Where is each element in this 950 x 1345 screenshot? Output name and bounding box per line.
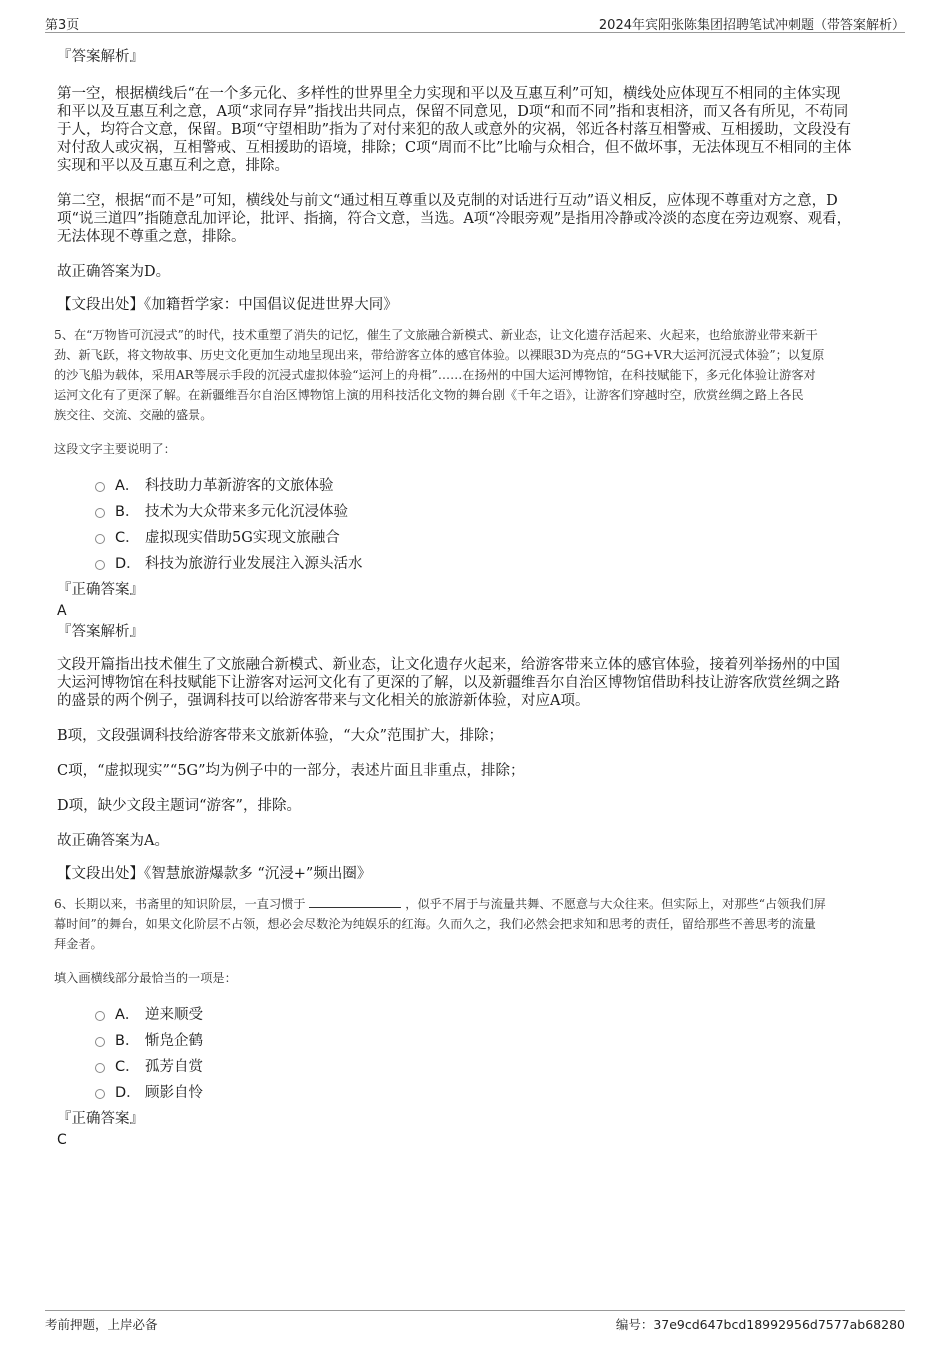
q5-option-b-note: B项，文段强调科技给游客带来文旅新体验，“大众”范围扩大，排除； — [57, 728, 503, 744]
text-line: 第一空，根据横线后“在一个多元化、多样性的世界里全力实现和平以及互惠互利”可知，横线处应体现互不相同的主体实现 — [57, 86, 841, 102]
q5-analysis-label: 『答案解析』 — [57, 624, 144, 640]
text-line: 拜金者。 — [54, 937, 103, 951]
page-content — [54, 40, 893, 1149]
q5-option-b[interactable] — [95, 497, 893, 523]
radio-button-icon[interactable] — [95, 1011, 105, 1021]
q6-answer: C — [57, 1132, 67, 1148]
option-letter: C． — [115, 1058, 140, 1075]
page-header — [45, 12, 905, 33]
q5-source: 【文段出处】《智慧旅游爆款多 “沉浸+”频出圈》 — [57, 866, 372, 882]
text-line: 项“说三道四”指随意乱加评论，批评、指摘，符合文意，当选。A项“冷眼旁观”是指用冷静或冷淡的态度在旁边观察、观看， — [57, 211, 852, 227]
q5-stem — [54, 325, 893, 425]
q5-answer: A — [57, 603, 67, 619]
q6-option-b[interactable] — [95, 1026, 893, 1052]
text-line: 劲、新飞跃，将文物故事、历史文化更加生动地呈现出来，带给游客立体的感官体验。以裸眼3D为亮点的“5G+VR大运河沉浸式体验”；以复原 — [54, 348, 825, 362]
document-title: 2024年宾阳张陈集团招聘笔试冲刺题（带答案解析） — [598, 18, 905, 33]
option-text: 孤芳自赏 — [145, 1058, 203, 1075]
option-text: 技术为大众带来多元化沉浸体验 — [145, 503, 348, 520]
option-letter: C． — [115, 529, 140, 546]
q6-option-a[interactable] — [95, 1000, 893, 1026]
q4-conclusion: 故正确答案为D。 — [57, 264, 171, 280]
document-id: 编号：37e9cd647bcd18992956d7577ab68280 — [615, 1317, 905, 1332]
option-text: 顾影自怜 — [145, 1084, 203, 1101]
page-number: 第3页 — [45, 18, 80, 33]
q6-answer-label: 『正确答案』 — [57, 1111, 144, 1127]
fill-in-blank — [309, 895, 401, 908]
q5-options — [57, 471, 893, 575]
q6-stem — [54, 894, 893, 954]
radio-button-icon[interactable] — [95, 1089, 105, 1099]
q6-options — [57, 1000, 893, 1104]
text-line: 的沙飞船为载体，采用AR等展示手段的沉浸式虚拟体验“运河上的舟楫”……在扬州的中国大运河博物馆，在科技赋能下，多元化体验让游客对 — [54, 368, 816, 382]
option-letter: A． — [115, 477, 140, 494]
q5-option-d-note: D项，缺少文段主题词“游客”，排除。 — [57, 798, 301, 814]
text-line: 族交往、交流、交融的盛景。 — [54, 408, 213, 422]
option-letter: A． — [115, 1006, 140, 1023]
q5-option-d[interactable] — [95, 549, 893, 575]
q5-prompt: 这段文字主要说明了： — [54, 442, 176, 456]
text-line: 幕时间”的舞台，如果文化阶层不占领，想必会尽数沦为纯娱乐的红海。久而久之，我们必然会把求知和思考的责任，留给那些不善思考的流量 — [54, 917, 816, 931]
radio-button-icon[interactable] — [95, 1063, 105, 1073]
q6-option-d[interactable] — [95, 1078, 893, 1104]
text-line: 5、在“万物皆可沉浸式”的时代，技术重塑了消失的记忆，催生了文旅融合新模式、新业态，让文化遗存活起来、火起来，也给旅游业带来新干 — [54, 328, 818, 342]
q5-conclusion: 故正确答案为A。 — [57, 833, 169, 849]
option-letter: D． — [115, 1084, 141, 1101]
q4-analysis-para2 — [57, 192, 893, 246]
page-footer — [45, 1310, 905, 1335]
text-line: 文段开篇指出技术催生了文旅融合新模式、新业态，让文化遗存火起来，给游客带来立体的感官体验，接着列举扬州的中国 — [57, 657, 840, 673]
footer-slogan: 考前押题，上岸必备 — [45, 1317, 158, 1332]
text-line: 运河文化有了更深了解。在新疆维吾尔自治区博物馆上演的用科技活化文物的舞台剧《千年之语》，让游客们穿越时空，欣赏丝绸之路上各民 — [54, 388, 804, 402]
text-line: 实现和平以及互惠互利之意，排除。 — [57, 158, 289, 174]
stem-text: 6、长期以来，书斋里的知识阶层，一直习惯于 — [54, 897, 306, 911]
stem-text: ，似乎不屑于与流量共舞、不愿意与大众往来。但实际上，对那些“占领我们屏 — [405, 897, 826, 911]
text-line: 无法体现不尊重之意，排除。 — [57, 229, 246, 245]
text-line: 和平以及互惠互利之意，A项“求同存异”指找出共同点，保留不同意见，D项“和而不同”指和衷相济，而又各有所见，不苟同 — [57, 104, 849, 120]
radio-button-icon[interactable] — [95, 534, 105, 544]
radio-button-icon[interactable] — [95, 482, 105, 492]
q4-source: 【文段出处】《加籍哲学家：中国倡议促进世界大同》 — [57, 297, 398, 313]
option-letter: D． — [115, 555, 141, 572]
option-text: 科技助力革新游客的文旅体验 — [145, 477, 334, 494]
radio-button-icon[interactable] — [95, 560, 105, 570]
option-letter: B． — [115, 1032, 140, 1049]
radio-button-icon[interactable] — [95, 1037, 105, 1047]
text-line: 对付敌人或灾祸，互相警戒、互相援助的语境，排除；C项“周而不比”比喻与众相合，但不做坏事，无法体现互不相同的主体 — [57, 140, 852, 156]
text-line: 第二空，根据“而不是”可知，横线处与前文“通过相互尊重以及克制的对话进行互动”语义相反，应体现不尊重对方之意，D — [57, 193, 838, 209]
q6-option-c[interactable] — [95, 1052, 893, 1078]
text-line: 于人，均符合文意，保留。B项“守望相助”指为了对付来犯的敌人或意外的灾祸，邻近各村落互相警戒、互相援助，文段没有 — [57, 122, 851, 138]
q5-option-a[interactable] — [95, 471, 893, 497]
q6-prompt: 填入画横线部分最恰当的一项是： — [54, 971, 237, 985]
q5-option-c-note: C项，“虚拟现实”“5G”均为例子中的一部分，表述片面且非重点，排除； — [57, 763, 525, 779]
option-text: 虚拟现实借助5G实现文旅融合 — [145, 529, 340, 546]
option-text: 科技为旅游行业发展注入源头活水 — [145, 555, 363, 572]
text-line: 大运河博物馆在科技赋能下让游客对运河文化有了更深的了解，以及新疆维吾尔自治区博物馆借助科技让游客欣赏丝绸之路 — [57, 675, 840, 691]
q5-answer-label: 『正确答案』 — [57, 582, 144, 598]
text-line: 的盛景的两个例子，强调科技可以给游客带来与文化相关的旅游新体验，对应A项。 — [57, 693, 590, 709]
q4-analysis-para1 — [57, 85, 893, 175]
q4-analysis-label: 『答案解析』 — [57, 49, 144, 65]
radio-button-icon[interactable] — [95, 508, 105, 518]
option-text: 逆来顺受 — [145, 1006, 203, 1023]
text-line — [54, 894, 893, 914]
option-letter: B． — [115, 503, 140, 520]
q5-analysis — [57, 656, 893, 710]
q5-option-c[interactable] — [95, 523, 893, 549]
option-text: 惭凫企鹤 — [145, 1032, 203, 1049]
